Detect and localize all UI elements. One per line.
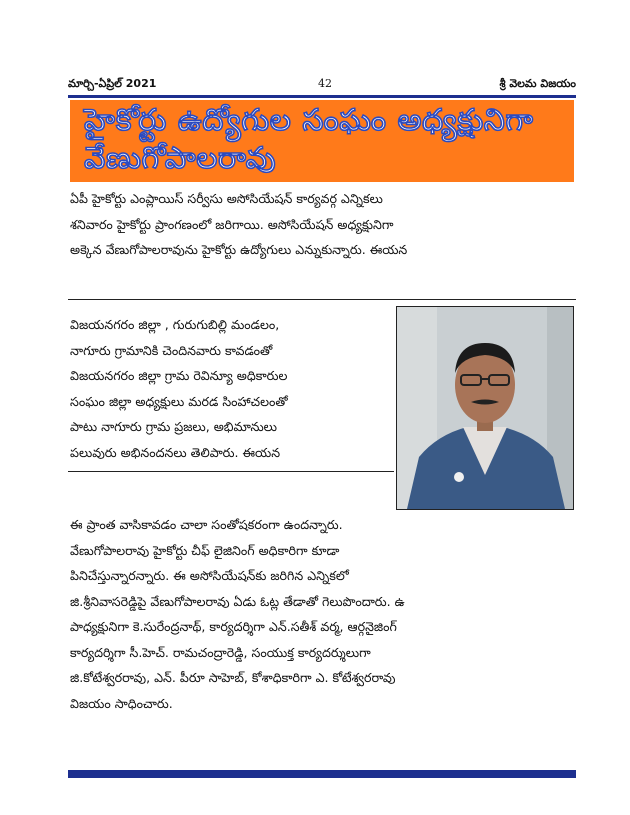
text-line: పాటు నాగూరు గ్రామ ప్రజలు, అభిమానులు <box>70 419 277 434</box>
text-line: జి.శ్రీనివాసరెడ్డిపై వేణుగోపాలరావు ఏడు ఓట్ల తేడాతో గెలుపొందారు. ఉ <box>70 593 405 609</box>
title-banner <box>70 100 574 182</box>
footer-rule <box>68 770 576 778</box>
text-line: విజయనగరం జిల్లా గ్రామ రెవిన్యూ అధికారుల <box>70 368 288 383</box>
page-number: 42 <box>318 77 332 90</box>
text-line: సంఘం జిల్లా అధ్యక్షులు మరడ సింహాచలంతో <box>70 393 288 409</box>
divider <box>68 299 576 300</box>
divider <box>68 471 394 472</box>
text-line: కార్యదర్శిగా సీ.హెచ్. రామచంద్రారెడ్డి, సంయుక్త కార్యదర్శులుగా <box>70 644 371 660</box>
magazine-page <box>68 76 576 776</box>
side-paragraph <box>70 312 390 465</box>
text-line: పాధ్యక్షునిగా కె.సురేంద్రనాథ్, కార్యదర్శిగా ఎన్.సతీశ్ వర్మ, ఆర్గనైజింగ్ <box>70 619 397 634</box>
text-line: అక్కెన వేణుగోపాలరావును హైకోర్టు ఉద్యోగులు ఎన్నుకున్నారు. ఈయన <box>70 242 408 257</box>
text-line: పలువురు అభినందనలు తెలిపారు. ఈయన <box>70 444 281 460</box>
text-line: నాగూరు గ్రామానికి చెందినవారు కావడంతో <box>70 342 273 358</box>
text-line: ఈ ప్రాంత వాసికావడం చాలా సంతోషకరంగా ఉందన్నారు. <box>70 517 343 532</box>
text-line: విజయం సాధించారు. <box>70 695 173 711</box>
text-line: జి.కోటేశ్వరరావు, ఎన్. పీరూ సాహెబ్, కోశాధికారిగా ఎ. కోటేశ్వరరావు <box>70 670 396 685</box>
body-paragraph <box>70 512 574 716</box>
portrait-photo-icon <box>397 307 573 509</box>
header-rule <box>68 95 576 98</box>
headline-line-1: హైకోర్టు ఉద్యోగుల సంఘం అధ్యక్షునిగా <box>84 103 534 138</box>
text-line: ఏపీ హైకోర్టు ఎంప్లాయిస్ సర్వీసు అసోసియేషన్ కార్యవర్గ ఎన్నికలు <box>70 191 383 206</box>
headline-line-2: వేణుగోపాలరావు <box>84 141 277 176</box>
portrait-photo <box>396 306 574 510</box>
text-line: విజయనగరం జిల్లా , గురుగుబిల్లి మండలం, <box>70 317 280 332</box>
page-header <box>68 76 576 94</box>
text-line: శనివారం హైకోర్టు ప్రాంగణంలో జరిగాయి. అసోసియేషన్ అధ్యక్షునిగా <box>70 216 394 232</box>
text-line: వేణుగోపాలరావు హైకోర్టు చీఫ్ లైజినింగ్ అధికారిగా కూడా <box>70 542 340 558</box>
issue-date: మార్చి-ఏప్రిల్ 2021 <box>68 77 157 90</box>
magazine-name: శ్రీ వెలమ విజయం <box>499 77 576 90</box>
intro-paragraph <box>70 186 574 263</box>
text-line: పినిచేస్తున్నారన్నారు. ఈ అసోసియేషన్‌కు జరిగిన ఎన్నికలో <box>70 568 349 583</box>
